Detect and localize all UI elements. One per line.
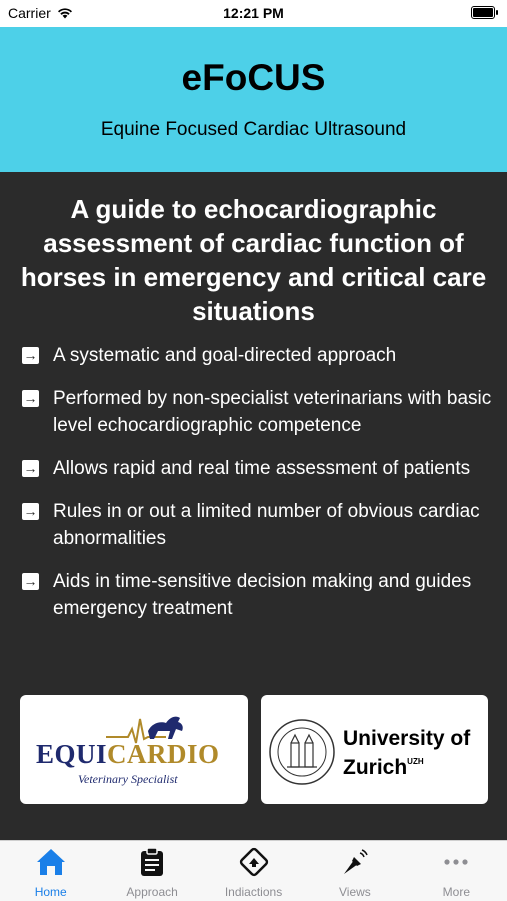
house-icon [35, 847, 67, 877]
list-item [22, 455, 497, 482]
diamond-sign-icon [239, 847, 269, 877]
arrow-right-icon: → [23, 390, 38, 406]
list-item [22, 568, 497, 622]
list-item-text: A systematic and goal-directed approach [53, 345, 397, 366]
list-item-text: Rules in or out a limited number of obvious cardiac abnormalities [53, 501, 480, 549]
cardio-part: CARDIO [107, 739, 220, 769]
arrow-right-icon: → [23, 503, 38, 519]
app-subtitle: Equine Focused Cardiac Ultrasound [100, 119, 407, 140]
app-title: eFoCUS [181, 57, 326, 98]
clipboard-icon [138, 847, 166, 877]
tab-label: Indiactions [224, 885, 283, 899]
arrow-right-icon: → [23, 460, 38, 476]
equicardio-wordmark [36, 739, 220, 770]
tab-more[interactable] [406, 841, 507, 901]
ellipsis-icon [441, 847, 471, 877]
carrier-label: Carrier [8, 5, 51, 21]
uzh-line1: University of [343, 727, 471, 750]
list-item-text: Allows rapid and real time assessment of patients [53, 458, 471, 479]
status-time: 12:21 PM [223, 5, 284, 21]
equicardio-tagline: Veterinary Specialist [78, 772, 178, 786]
uzh-wordmark [343, 727, 470, 779]
uzh-city: Zurich [343, 756, 408, 779]
list-item [22, 498, 497, 552]
tab-label: Views [339, 885, 371, 899]
equicardio-logo[interactable] [20, 695, 248, 804]
equi-part: EQUI [36, 739, 108, 769]
tab-label: Home [34, 885, 67, 899]
list-item-text: Aids in time-sensitive decision making and guides emergency treatment [53, 571, 472, 619]
arrow-right-icon: → [23, 347, 38, 363]
list-item [22, 385, 497, 439]
tab-label: Approach [126, 885, 178, 899]
list-item [22, 342, 497, 369]
uzh-logo[interactable] [261, 695, 488, 804]
guide-heading: A guide to echocardiographic assessment of cardiac function of horses in emergency and critical care situations [20, 194, 487, 326]
battery-icon [471, 6, 495, 19]
app-header [0, 27, 507, 172]
probe-icon [340, 847, 370, 877]
tab-bar [0, 840, 507, 901]
university-seal-icon [267, 717, 337, 787]
uzh-line2 [343, 750, 470, 779]
arrow-right-icon: → [23, 573, 38, 589]
list-item-text: Performed by non-specialist veterinarians with basic level echocardiographic competence [53, 388, 492, 436]
uzh-abbrev: UZH [407, 757, 424, 766]
tab-views[interactable] [304, 841, 405, 901]
tab-indiactions[interactable] [203, 841, 304, 901]
tab-home[interactable] [0, 841, 101, 901]
feature-list [22, 342, 497, 638]
tab-label: More [442, 885, 470, 899]
tab-approach[interactable] [101, 841, 202, 901]
status-bar [0, 0, 507, 27]
